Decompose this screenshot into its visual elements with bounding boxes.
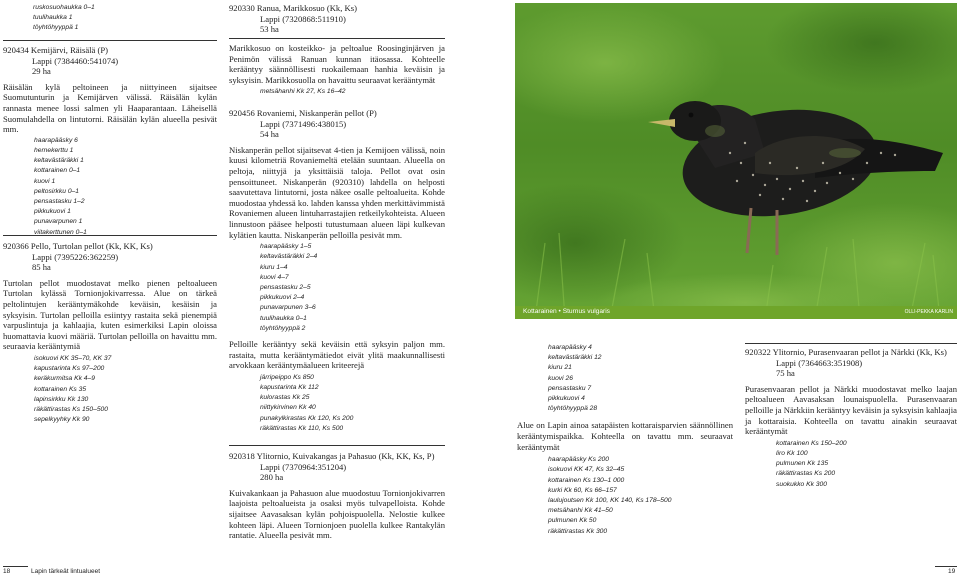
list-item: metsähanhi Kk 41–50 (548, 507, 613, 515)
list-item: kiuru 1–4 (260, 263, 288, 271)
species-list (229, 242, 445, 334)
list-item: metsähanhi Kk 27, Ks 16–42 (260, 88, 346, 96)
list-item: keltavästäräkki 12 (548, 354, 602, 362)
footer-rule-right (935, 566, 957, 567)
site-coords: Lappi (7395226:362259) (32, 251, 119, 262)
site-area: 53 ha (260, 24, 279, 35)
list-item: isokuovi KK 35–70, KK 37 (34, 354, 112, 362)
list-item: haarapääsky 6 (34, 136, 78, 144)
list-item: niittykirvinen Kk 40 (260, 404, 316, 412)
list-item: isokuovi KK 47, Ks 32–45 (548, 466, 625, 474)
column-1 (3, 3, 217, 34)
list-item: räkättirastas Kk 110, Ks 500 (260, 424, 344, 432)
starling-photo (515, 3, 957, 319)
list-item: keltavästäräkki 2–4 (260, 253, 318, 261)
species-list-2 (229, 373, 445, 434)
list-item: kiuru 21 (548, 364, 572, 372)
site-heading: 920322 Ylitornio, Purasenvaaran pellot ja Närkki (Kk, Ks) (745, 347, 947, 357)
site-description: Kuivakankaan ja Pahasuon alue muodostuu Tornionjokivarren laajoista peltoalueista ja osaksi myös tulvapelloista. Kohde sijaitsee Aavasaksan kylän pohjoispuolella. Nelostie kulkee kohteen läpi. Alueen Tornionjoen puolella kulkee Rantakylän rantatie. Alueella pesivät mm. (229, 487, 445, 541)
list-item: pensastasku 2–5 (260, 283, 311, 291)
list-item: hernekerttu 1 (34, 146, 74, 154)
left-page-number: 18 (3, 568, 11, 575)
list-item: kulorastas Kk 25 (260, 394, 310, 402)
photo-caption-bar (515, 306, 957, 319)
top-species-list (3, 3, 217, 34)
photo-caption: Kottarainen • Sturnus vulgaris (523, 308, 610, 315)
species-list (229, 87, 445, 97)
list-item: töyhtöhyyppä 28 (548, 405, 598, 413)
list-item: keltavästäräkki 1 (34, 157, 84, 165)
list-item: haarapääsky 4 (548, 344, 592, 351)
site-coords: Lappi (7371496:438015) (260, 118, 347, 129)
list-item: punakylkirastas Kk 120, Ks 200 (260, 414, 354, 422)
site-description: Marikkosuo on kosteikko- ja peltoalue Roosinginjärven ja Penimön välissä Ranuan kunnan itäosassa. Kohteelle kerääntyy säännöllisesti ruokailemaan hanhia keväisin ja syksyisin. Marikkosuolla on havaittu seuraavat kerääntymät (229, 43, 445, 85)
site-description-2: Pelloille kerääntyy sekä keväisin että syksyin paljon mm. rastaita, mutta kerääntymätiedot eivät ylitä maakunnallisesti arvokkaan kerääntymäalueen kriteerejä (229, 338, 445, 371)
list-item: kottarainen Ks 130–1 000 (548, 476, 625, 484)
site-920330-body (229, 43, 445, 98)
site-920322 (745, 347, 957, 490)
list-item: peltosirkku 0–1 (34, 187, 79, 195)
site-coords: Lappi (7384460:541074) (32, 55, 119, 66)
list-item: pulmunen Kk 50 (548, 517, 597, 525)
list-item: sepelkyyhky Kk 90 (34, 416, 90, 424)
list-item: viitakerttunen 0–1 (34, 228, 87, 236)
site-description: Räisälän kylä peltoineen ja niittyineen sijaitsee Suomutunturin ja Kemijärven välissä. Räisälän kylän rannasta menee lossi salmen yli Haaparantaan. Läheisellä Suomulahdella on lintutorni. Räisälän kylän alueella pesivät mm. (3, 81, 217, 135)
site-area: 54 ha (260, 129, 279, 140)
photo-credit: OLLI-PEKKA KARLIN (904, 309, 953, 315)
list-item: pensastasku 1–2 (34, 197, 85, 205)
list-item: kapustarinta Ks 97–200 (34, 365, 105, 373)
list-item: räkättirastas Kk 300 (548, 527, 608, 535)
site-920366 (3, 241, 217, 425)
site-920318 (229, 451, 445, 541)
site-920434 (3, 45, 217, 238)
species-list (3, 354, 217, 425)
list-item: pulmunen Kk 135 (776, 460, 829, 468)
list-item: kuovi 4–7 (260, 273, 289, 281)
list-item: pikkukuovi 2–4 (260, 294, 305, 302)
right-page-number: 19 (948, 568, 956, 575)
list-item: liro Kk 100 (776, 449, 808, 457)
site-area: 280 ha (260, 472, 284, 483)
list-item: punavarpunen 1 (34, 218, 83, 226)
starling-image (515, 3, 957, 319)
list-item: räkättirastas Ks 150–500 (34, 405, 108, 413)
list-item: kuovi 1 (34, 177, 56, 185)
list-item: kottarainen Ks 150–200 (776, 439, 847, 447)
list-item: suokukko Kk 300 (776, 480, 827, 488)
divider (229, 38, 445, 39)
site-description: Alue on Lapin ainoa satapäisten kottaraisparvien säännöllinen kerääntymispaikka. Kohteella on tavattu mm. seuraavat kerääntymät (517, 420, 733, 452)
list-item: keräkurmitsa Kk 4–9 (34, 375, 95, 383)
site-heading: 920434 Kemijärvi, Räisälä (P) (3, 45, 109, 55)
list-item: ruskosuohaukka 0–1 (33, 4, 95, 11)
list-item: töyhtöhyyppä 1 (33, 24, 79, 32)
list-item: laulujoutsen Kk 100, KK 140, Ks 178–500 (548, 497, 672, 505)
list-item: kottarainen Ks 35 (34, 385, 87, 393)
species-list (517, 343, 733, 414)
site-coords: Lappi (7320868:511910) (260, 13, 346, 24)
divider (3, 40, 217, 41)
footer-title: Lapin tärkeät lintualueet (31, 568, 101, 575)
site-heading: 920366 Pello, Turtolan pellot (Kk, KK, Ks) (3, 241, 153, 251)
list-item: töyhtöhyyppä 2 (260, 324, 306, 332)
list-item: haarapääsky Ks 200 (548, 456, 609, 464)
site-heading: 920330 Ranua, Marikkosuo (Kk, Ks) (229, 3, 357, 13)
list-item: kuovi 26 (548, 374, 573, 382)
site-description: Turtolan pellot muodostavat melko pienen peltoalueen Turtolan kylässä Tornionjokivarressa. Alue on tärkeä peltolintujen kerääntymäkohde keväisin, kesäisin ja syksyisin. Turtolan pelloilla esiintyy rastaita sekä pienempiä varpuslintuja ja kahlaajia, kuten esimerkiksi Lapin oloissa huomattavia kuovi määriä. Turtolan pelloilla on havaittu mm. seuraavia kerääntymiä (3, 277, 217, 352)
site-heading: 920318 Ylitornio, Kuivakangas ja Pahasuo (Kk, KK, Ks, P) (229, 451, 435, 461)
divider (229, 445, 445, 446)
list-item: kapustarinta Kk 112 (260, 383, 319, 391)
list-item: järripeippo Ks 850 (260, 373, 314, 381)
list-item: punavarpunen 3–6 (260, 304, 316, 312)
site-area: 75 ha (776, 368, 795, 379)
list-item: tuulihaukka 1 (33, 14, 73, 22)
list-item: lapinsirkku Kk 130 (34, 395, 89, 403)
species-list (745, 439, 957, 490)
site-coords: Lappi (7364663:351908) (776, 357, 863, 368)
site-heading: 920456 Rovaniemi, Niskanperän pellot (P) (229, 108, 377, 118)
species-list (3, 136, 217, 238)
site-coords: Lappi (7370964:351204) (260, 461, 347, 472)
site-920456 (229, 108, 445, 434)
footer-rule-left (3, 566, 28, 567)
list-item: räkättirastas Ks 200 (776, 470, 836, 478)
site-description: Purasenvaaran pellot ja Närkki muodostavat melko laajan peltoalueen Aavasaksan lounaispuolella. Purasenvaaran pelloille ja Närkkiin kerääntyy keväisin ja syksyisin kahlaajia ja kottaraisia. Kohteella on tavattu ainakin seuraavat kerääntymät (745, 383, 957, 437)
column-3 (517, 343, 733, 537)
divider (3, 235, 217, 236)
site-area: 29 ha (32, 66, 51, 77)
list-item: kottarainen 0–1 (34, 167, 81, 175)
divider (745, 343, 957, 344)
site-920330 (229, 3, 445, 35)
list-item: kurki Kk 60, Ks 66–157 (548, 486, 617, 494)
site-description: Niskanperän pellot sijaitsevat 4-tien ja Kemijoen välissä, noin kuusi kilometriä Rovaniemeltä etelään suuntaan. Alueella on peltoja, niittyjä ja yksittäisiä taloja. Pellot ovat osin pensoittuneet. Niskanperän (920310) lahdella on helposti saavutettava lintutorni, josta näkee osalle peltoalueita. Kohde muodostaa yhdessä ko. lahden kanssa yhden merkittävimmistä Rovaniemen alueen lintuharrastajien retkeilykohteista. Alueen linnustoon pääsee helposti tutustumaan alueen läpi kulkevan kylätien kautta. Niskanperän pelloilla pesivät mm. (229, 144, 445, 240)
list-item: pikkukuovi 1 (34, 208, 71, 216)
list-item: tuulihaukka 0–1 (260, 314, 307, 322)
list-item: haarapääsky 1–5 (260, 243, 312, 251)
site-area: 85 ha (32, 262, 51, 273)
list-item: pensastasku 7 (548, 384, 592, 392)
list-item: pikkukuovi 4 (548, 395, 585, 403)
species-list-2 (517, 455, 733, 537)
